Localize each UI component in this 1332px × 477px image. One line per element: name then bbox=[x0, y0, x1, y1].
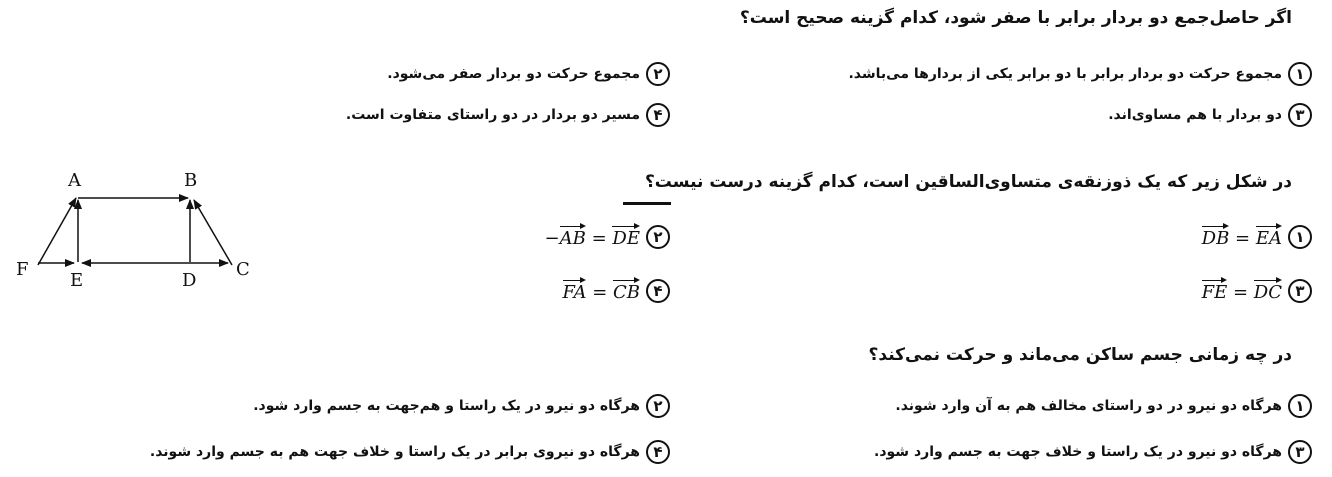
option-text: دو بردار با هم مساوی‌اند. bbox=[1108, 107, 1282, 123]
q1-option-4[interactable] bbox=[346, 103, 670, 127]
label-A: A bbox=[68, 170, 81, 191]
vector-equation: −AB = DE bbox=[545, 224, 640, 249]
vector-F-A bbox=[38, 198, 76, 265]
label-F: F bbox=[16, 259, 29, 280]
option-number-badge: ۱ bbox=[1288, 394, 1312, 418]
q3-option-2[interactable] bbox=[253, 394, 670, 418]
option-text: هرگاه دو نیرو در یک راستا و هم‌جهت به جسم وارد شود. bbox=[253, 398, 640, 414]
vector-lhs: FA bbox=[563, 278, 587, 303]
vector-rhs: CB bbox=[613, 278, 640, 303]
option-text: هرگاه دو نیرو در دو راستای مخالف هم به آن وارد شوند. bbox=[895, 398, 1282, 414]
question-3-title: در چه زمانی جسم ساکن می‌ماند و حرکت نمی‌کند؟ bbox=[868, 345, 1292, 365]
q1-option-2[interactable] bbox=[387, 62, 670, 86]
vector-rhs: DE bbox=[612, 224, 640, 249]
question-1-title: اگر حاصل‌جمع دو بردار برابر با صفر شود، کدام گزینه صحیح است؟ bbox=[739, 8, 1292, 28]
option-number-badge: ۳ bbox=[1288, 279, 1312, 303]
q2-option-1[interactable] bbox=[1194, 224, 1312, 249]
option-text: مجموع حرکت دو بردار صفر می‌شود. bbox=[387, 66, 640, 82]
option-text: مجموع حرکت دو بردار برابر با دو برابر یکی از بردارها می‌باشد. bbox=[848, 66, 1282, 82]
vector-equation: DB = EA bbox=[1202, 224, 1282, 249]
q1-option-1[interactable] bbox=[848, 62, 1312, 86]
option-text: مسیر دو بردار در دو راستای متفاوت است. bbox=[345, 107, 640, 123]
label-C: C bbox=[236, 259, 250, 280]
vector-rhs: EA bbox=[1256, 224, 1282, 249]
option-number-badge: ۱ bbox=[1288, 62, 1312, 86]
label-E: E bbox=[70, 270, 84, 290]
q2-option-3[interactable] bbox=[1194, 278, 1312, 303]
q3-option-1[interactable] bbox=[895, 394, 1312, 418]
vector-lhs: FE bbox=[1202, 278, 1228, 303]
option-text: هرگاه دو نیرو در یک راستا و خلاف جهت به جسم وارد شود. bbox=[874, 444, 1282, 460]
question-2-title: در شکل زیر که یک ذوزنقه‌ی متساوی‌الساقین است، کدام گزینه درست نیست؟ bbox=[644, 172, 1292, 192]
vector-lhs: DB bbox=[1202, 224, 1230, 249]
option-number-badge: ۴ bbox=[646, 103, 670, 127]
q3-option-4[interactable] bbox=[150, 440, 670, 464]
option-number-badge: ۲ bbox=[646, 394, 670, 418]
option-number-badge: ۳ bbox=[1288, 440, 1312, 464]
option-text: هرگاه دو نیروی برابر در یک راستا و خلاف جهت هم به جسم وارد شوند. bbox=[149, 444, 640, 460]
vector-equation: FA = CB bbox=[563, 278, 640, 303]
vector-C-B bbox=[194, 200, 232, 265]
label-B: B bbox=[184, 170, 198, 191]
option-number-badge: ۴ bbox=[646, 279, 670, 303]
vector-lhs: AB bbox=[560, 224, 586, 249]
underline-mark bbox=[623, 202, 671, 205]
option-number-badge: ۱ bbox=[1288, 225, 1312, 249]
vector-equation: FE = DC bbox=[1202, 278, 1282, 303]
label-D: D bbox=[182, 270, 197, 290]
minus-sign: − bbox=[544, 228, 560, 249]
option-number-badge: ۴ bbox=[646, 440, 670, 464]
vector-rhs: DC bbox=[1254, 278, 1282, 303]
q2-option-2[interactable] bbox=[537, 224, 670, 249]
option-number-badge: ۲ bbox=[646, 62, 670, 86]
option-number-badge: ۲ bbox=[646, 225, 670, 249]
q1-option-3[interactable] bbox=[1108, 103, 1312, 127]
q3-option-3[interactable] bbox=[874, 440, 1312, 464]
option-number-badge: ۳ bbox=[1288, 103, 1312, 127]
trapezoid-figure bbox=[10, 160, 260, 290]
q2-option-4[interactable] bbox=[555, 278, 670, 303]
